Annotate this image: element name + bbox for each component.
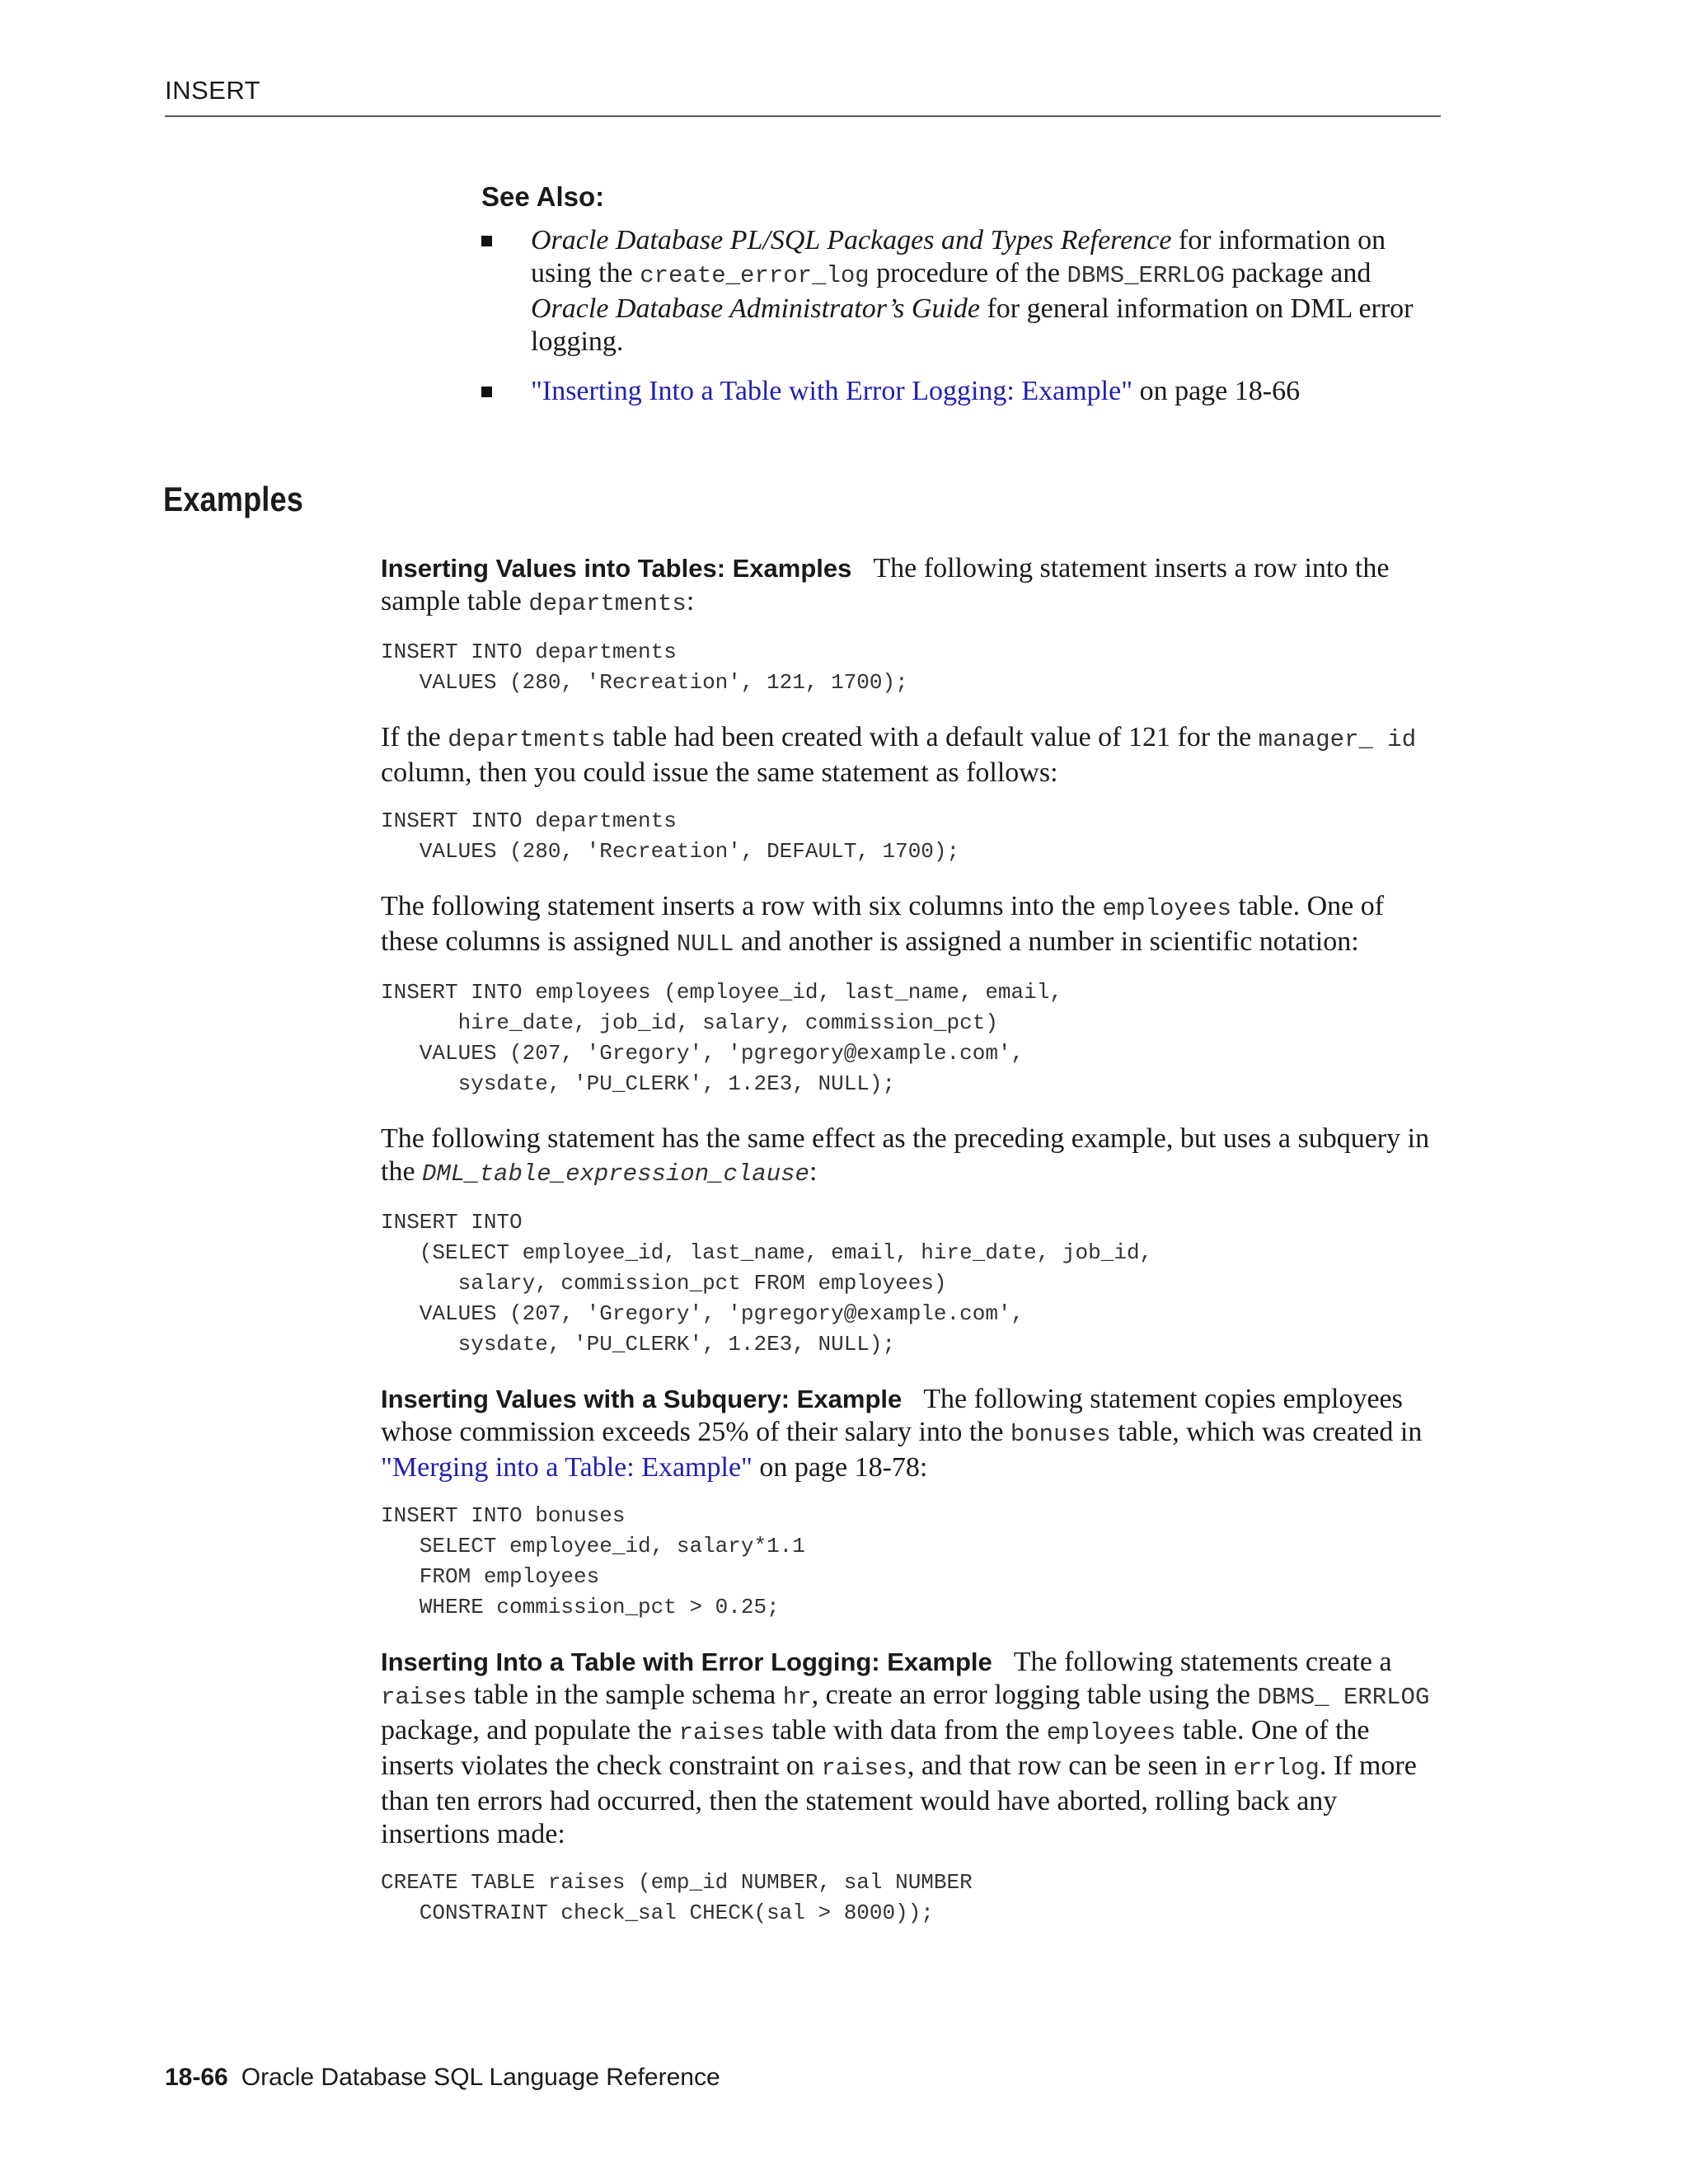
code-term: bonuses — [1010, 1421, 1111, 1448]
text: package, and populate the — [381, 1715, 679, 1746]
example-heading: Inserting Values with a Subquery: Example — [381, 1385, 903, 1413]
text: on page 18-78: — [752, 1452, 928, 1483]
paragraph — [381, 552, 1444, 621]
text: for general information on DML error logging. — [531, 293, 1414, 357]
text: package and — [1224, 258, 1372, 288]
page-number: 18-66 — [165, 2064, 228, 2091]
text: table. One of these columns is assigned — [381, 891, 1385, 957]
code-term: DBMS_ERRLOG — [1067, 262, 1225, 289]
code-term: hr — [782, 1684, 812, 1711]
cross-reference-link[interactable]: "Merging into a Table: Example" — [381, 1452, 753, 1483]
code-term: raises — [381, 1684, 467, 1711]
see-also-title: See Also: — [481, 181, 605, 212]
see-also-list — [481, 224, 1437, 408]
book-title: Oracle Database Administrator’s Guide — [531, 293, 980, 324]
code-term: raises — [821, 1755, 907, 1782]
text: table in the sample schema — [467, 1680, 783, 1710]
text: table with data from the — [765, 1715, 1047, 1746]
paragraph — [381, 1122, 1444, 1191]
example-heading: Inserting Values into Tables: Examples — [381, 554, 852, 583]
text: The following statements create a — [1013, 1647, 1392, 1677]
running-head: INSERT — [165, 76, 261, 105]
example-heading: Inserting Into a Table with Error Logging: Example — [381, 1647, 992, 1676]
code-term: DBMS_ ERRLOG — [1257, 1684, 1430, 1711]
code-term: departments — [528, 590, 687, 617]
text: for information on using the — [531, 225, 1386, 288]
book-title-footer: Oracle Database SQL Language Reference — [241, 2064, 720, 2091]
code-block: INSERT INTO employees (employee_id, last_name, email, hire_date, job_id, salary, commission_pct) VALUES (207, 'Gregory', 'pgregory@example.com', sysdate, 'PU_CLERK', 1.2E3, NULL); — [381, 980, 1062, 1096]
text: table. One of the inserts violates the check constraint on — [381, 1715, 1370, 1781]
code-block: INSERT INTO departments VALUES (280, 'Recreation', 121, 1700); — [381, 640, 908, 695]
see-also-item — [481, 224, 1437, 359]
see-also-box — [481, 181, 1437, 424]
see-also-item — [481, 375, 1437, 408]
page-footer — [165, 2064, 720, 2092]
text: . If more than ten errors had occurred, then the statement would have aborted, rolling back any insertions made: — [381, 1750, 1417, 1849]
code-term: manager_ id — [1258, 726, 1417, 753]
text: on page 18-66 — [1132, 376, 1301, 406]
text: The following statement inserts a row into the sample table — [381, 553, 1390, 616]
code-term: DML_table_expression_clause — [422, 1160, 809, 1188]
text: and another is assigned a number in scientific notation: — [734, 926, 1359, 957]
paragraph — [381, 721, 1444, 790]
paragraph — [381, 1383, 1444, 1484]
text: : — [686, 586, 695, 616]
text: If the — [381, 722, 448, 752]
bullet-square-icon — [481, 236, 492, 246]
book-title: Oracle Database PL/SQL Packages and Types Reference — [531, 225, 1172, 255]
code-term: NULL — [676, 930, 734, 958]
text: table, which was created in — [1110, 1417, 1423, 1447]
bullet-square-icon — [481, 387, 492, 397]
code-block: INSERT INTO (SELECT employee_id, last_name, email, hire_date, job_id, salary, commission_pct FROM employees) VALUES (207, 'Gregory', 'pgregory@example.com', sysdate, 'PU_CLERK', 1.2E3, NULL); — [381, 1210, 1153, 1357]
code-block: CREATE TABLE raises (emp_id NUMBER, sal NUMBER CONSTRAINT check_sal CHECK(sal > 8000)); — [381, 1870, 973, 1925]
text: , and that row can be seen in — [907, 1750, 1234, 1781]
text: procedure of the — [869, 258, 1067, 288]
code-term: departments — [448, 726, 606, 753]
code-term: raises — [678, 1719, 765, 1746]
code-term: employees — [1046, 1719, 1176, 1746]
code-block: INSERT INTO bonuses SELECT employee_id, salary*1.1 FROM employees WHERE commission_pct > 0.25; — [381, 1503, 805, 1619]
header-rule — [165, 115, 1441, 117]
text: The following statement inserts a row with six columns into the — [381, 891, 1103, 921]
code-block: INSERT INTO departments VALUES (280, 'Recreation', DEFAULT, 1700); — [381, 808, 960, 864]
paragraph — [381, 890, 1444, 961]
cross-reference-link[interactable]: "Inserting Into a Table with Error Logging: Example" — [531, 376, 1133, 406]
code-term: errlog — [1233, 1755, 1320, 1782]
text: : — [809, 1156, 818, 1187]
section-heading: Examples — [163, 480, 304, 518]
text: column, then you could issue the same statement as follows: — [381, 757, 1058, 788]
text: The following statement has the same effect as the preceding example, but uses a subquery in the — [381, 1123, 1430, 1187]
examples-body — [381, 552, 1444, 1952]
paragraph — [381, 1646, 1444, 1851]
text: , create an error logging table using the — [811, 1680, 1258, 1710]
code-term: employees — [1102, 895, 1232, 922]
text: The following statement copies employees whose commission exceeds 25% of their salary into the — [381, 1384, 1403, 1447]
text: table had been created with a default value of 121 for the — [605, 722, 1259, 752]
code-term: create_error_log — [640, 262, 870, 289]
